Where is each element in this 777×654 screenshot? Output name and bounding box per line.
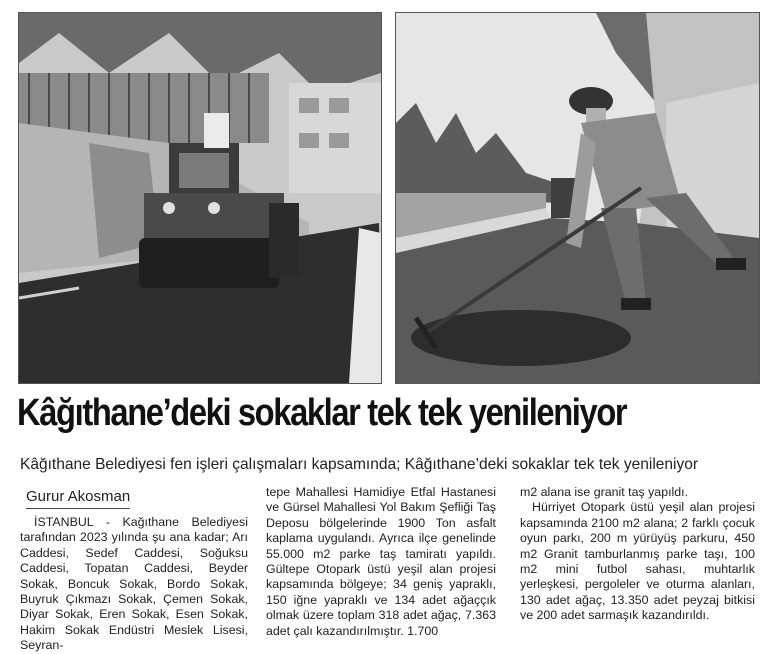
article-column-1: İSTANBUL - Kağıthane Belediyesi tarafından 2023 yılında şu ana kadar; Arı Caddesi, Sedef Caddesi, Soğuksu Caddesi, Topatan Caddesi, Beyder Sokak, Boncuk Sokak, Bordo Sokak, Buyruk Çıkmazı Sokak, Çemen Sokak, Diyar Sokak, Eren Sokak, Esen Sokak, Hakim Sokak Endüstri Meslek Lisesi, Seyran-	[20, 515, 248, 653]
article-column-2: tepe Mahallesi Hamidiye Etfal Hastanesi ve Gürsel Mahallesi Yol Bakım Şefliği Taş Deposu bölgelerinde 1900 Ton asfalt kaplama uygulandı. Ayrıca ilçe genelinde 55.000 m2 parke taş tamiratı yapıldı. Gültepe Otopark üstü yeşil alan projesi kapsamında bölgeye; 34 geniş yapraklı, 150 iğne yapraklı ve 134 adet ağaççık olmak üzere toplam 318 adet ağaç, 7.363 adet çalı kazandırılmıştır. 1.700	[266, 485, 496, 638]
subheadline: Kâğıthane Belediyesi fen işleri çalışmaları kapsamında; Kâğıthane’deki sokaklar tek tek yenileniyor	[20, 456, 699, 473]
road-roller-image	[19, 13, 381, 383]
author-byline: Gurur Akosman	[26, 487, 130, 509]
article-column-3-paragraph-1: m2 alana ise granit taş yapıldı.	[520, 485, 689, 499]
article-column-3-paragraph-2: Hürriyet Otopark üstü yeşil alan projesi kapsamında 2100 m2 alana; 2 farklı çocuk oyun parkı, 200 m yürüyüş parkuru, 450 m2 Granit tamburlanmış parke taşı, 100 m2 mini futbol sahası, muhtarlık yerleşkesi, pergoleler ve oturma alanları, 130 adet ağaç, 13.350 adet peyzaj bitkisi ve 200 adet sarmaşık kazandırıldı.	[520, 500, 755, 623]
headline: Kâğıthane’deki sokaklar tek tek yenileniyor	[17, 392, 627, 434]
road-roller-photo	[18, 12, 382, 384]
article-column-3	[520, 485, 755, 624]
worker-raking-image	[396, 13, 759, 383]
worker-raking-photo	[395, 12, 760, 384]
